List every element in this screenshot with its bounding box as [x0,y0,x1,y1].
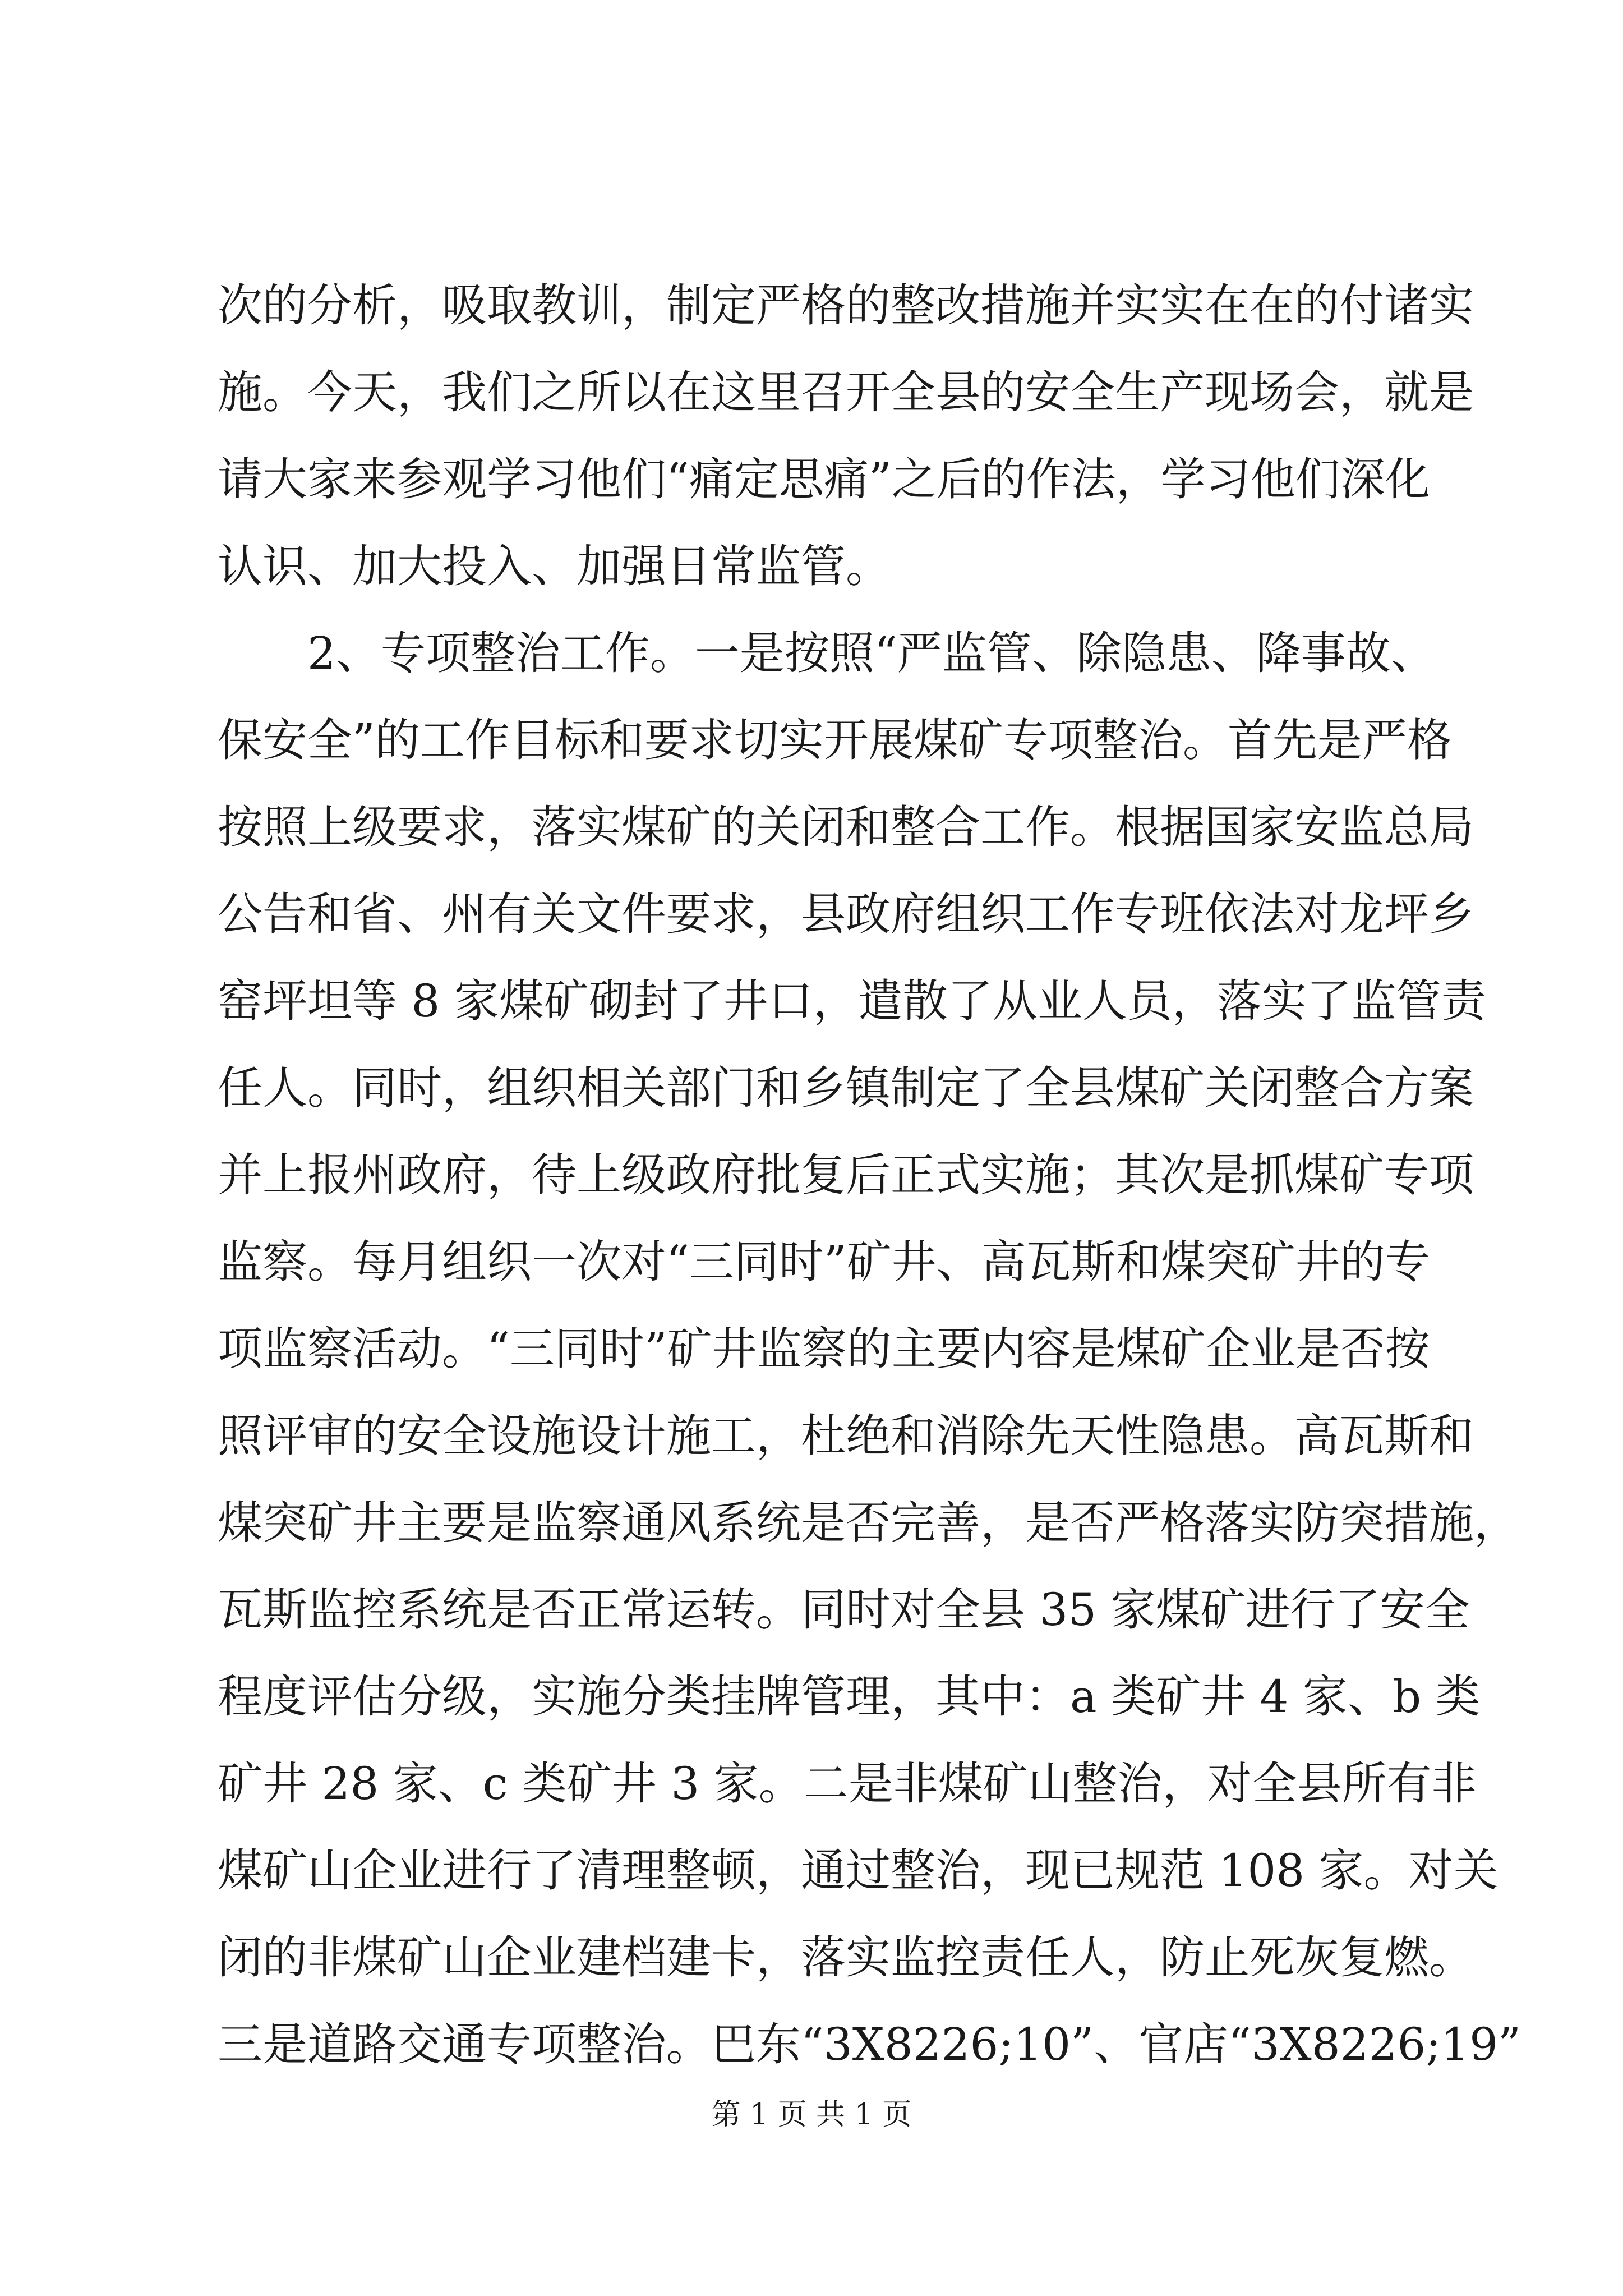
text-line: 任人。同时，组织相关部门和乡镇制定了全县煤矿关闭整合方案 [218,1062,1474,1114]
text-line: 程度评估分级，实施分类挂牌管理，其中：a 类矿井 4 家、b 类 [218,1671,1481,1723]
text-line: 并上报州政府，待上级政府批复后正式实施；其次是抓煤矿专项 [218,1149,1474,1201]
text-line: 照评审的安全设施设计施工，杜绝和消除先天性隐患。高瓦斯和 [218,1410,1474,1462]
text-line: 三是道路交通专项整治。巴东“3X8226;10”、官店“3X8226;19” [218,2018,1521,2070]
text-line: 请大家来参观学习他们“痛定思痛”之后的作法，学习他们深化 [218,453,1430,505]
text-line: 监察。每月组织一次对“三同时”矿井、高瓦斯和煤突矿井的专 [218,1236,1430,1288]
text-line: 矿井 28 家、c 类矿井 3 家。二是非煤矿山整治，对全县所有非 [218,1757,1477,1810]
text-line: 项监察活动。“三同时”矿井监察的主要内容是煤矿企业是否按 [218,1323,1430,1375]
text-line: 窑坪坦等 8 家煤矿砌封了井口，遣散了从业人员，落实了监管责 [218,975,1486,1027]
text-line: 施。今天，我们之所以在这里召开全县的安全生产现场会，就是 [218,366,1474,418]
text-line: 闭的非煤矿山企业建档建卡，落实监控责任人，防止死灰复燃。 [218,1931,1474,1984]
text-line: 认识、加大投入、加强日常监管。 [218,540,891,592]
text-line: 2、专项整治工作。一是按照“严监管、除隐患、降事故、 [307,627,1436,679]
text-line: 公告和省、州有关文件要求，县政府组织工作专班依法对龙坪乡 [218,888,1474,940]
text-line: 煤矿山企业进行了清理整顿，通过整治，现已规范 108 家。对关 [218,1844,1498,1897]
page-number-footer: 第 1 页 共 1 页 [711,2098,912,2132]
text-line: 保安全”的工作目标和要求切实开展煤矿专项整治。首先是严格 [218,714,1452,766]
text-line: 瓦斯监控系统是否正常运转。同时对全县 35 家煤矿进行了安全 [218,1584,1470,1636]
text-line: 次的分析，吸取教训，制定严格的整改措施并实实在在的付诸实 [218,279,1474,332]
text-line: 煤突矿井主要是监察通风系统是否完善，是否严格落实防突措施， [218,1497,1519,1549]
text-line: 按照上级要求，落实煤矿的关闭和整合工作。根据国家安监总局 [218,801,1474,853]
